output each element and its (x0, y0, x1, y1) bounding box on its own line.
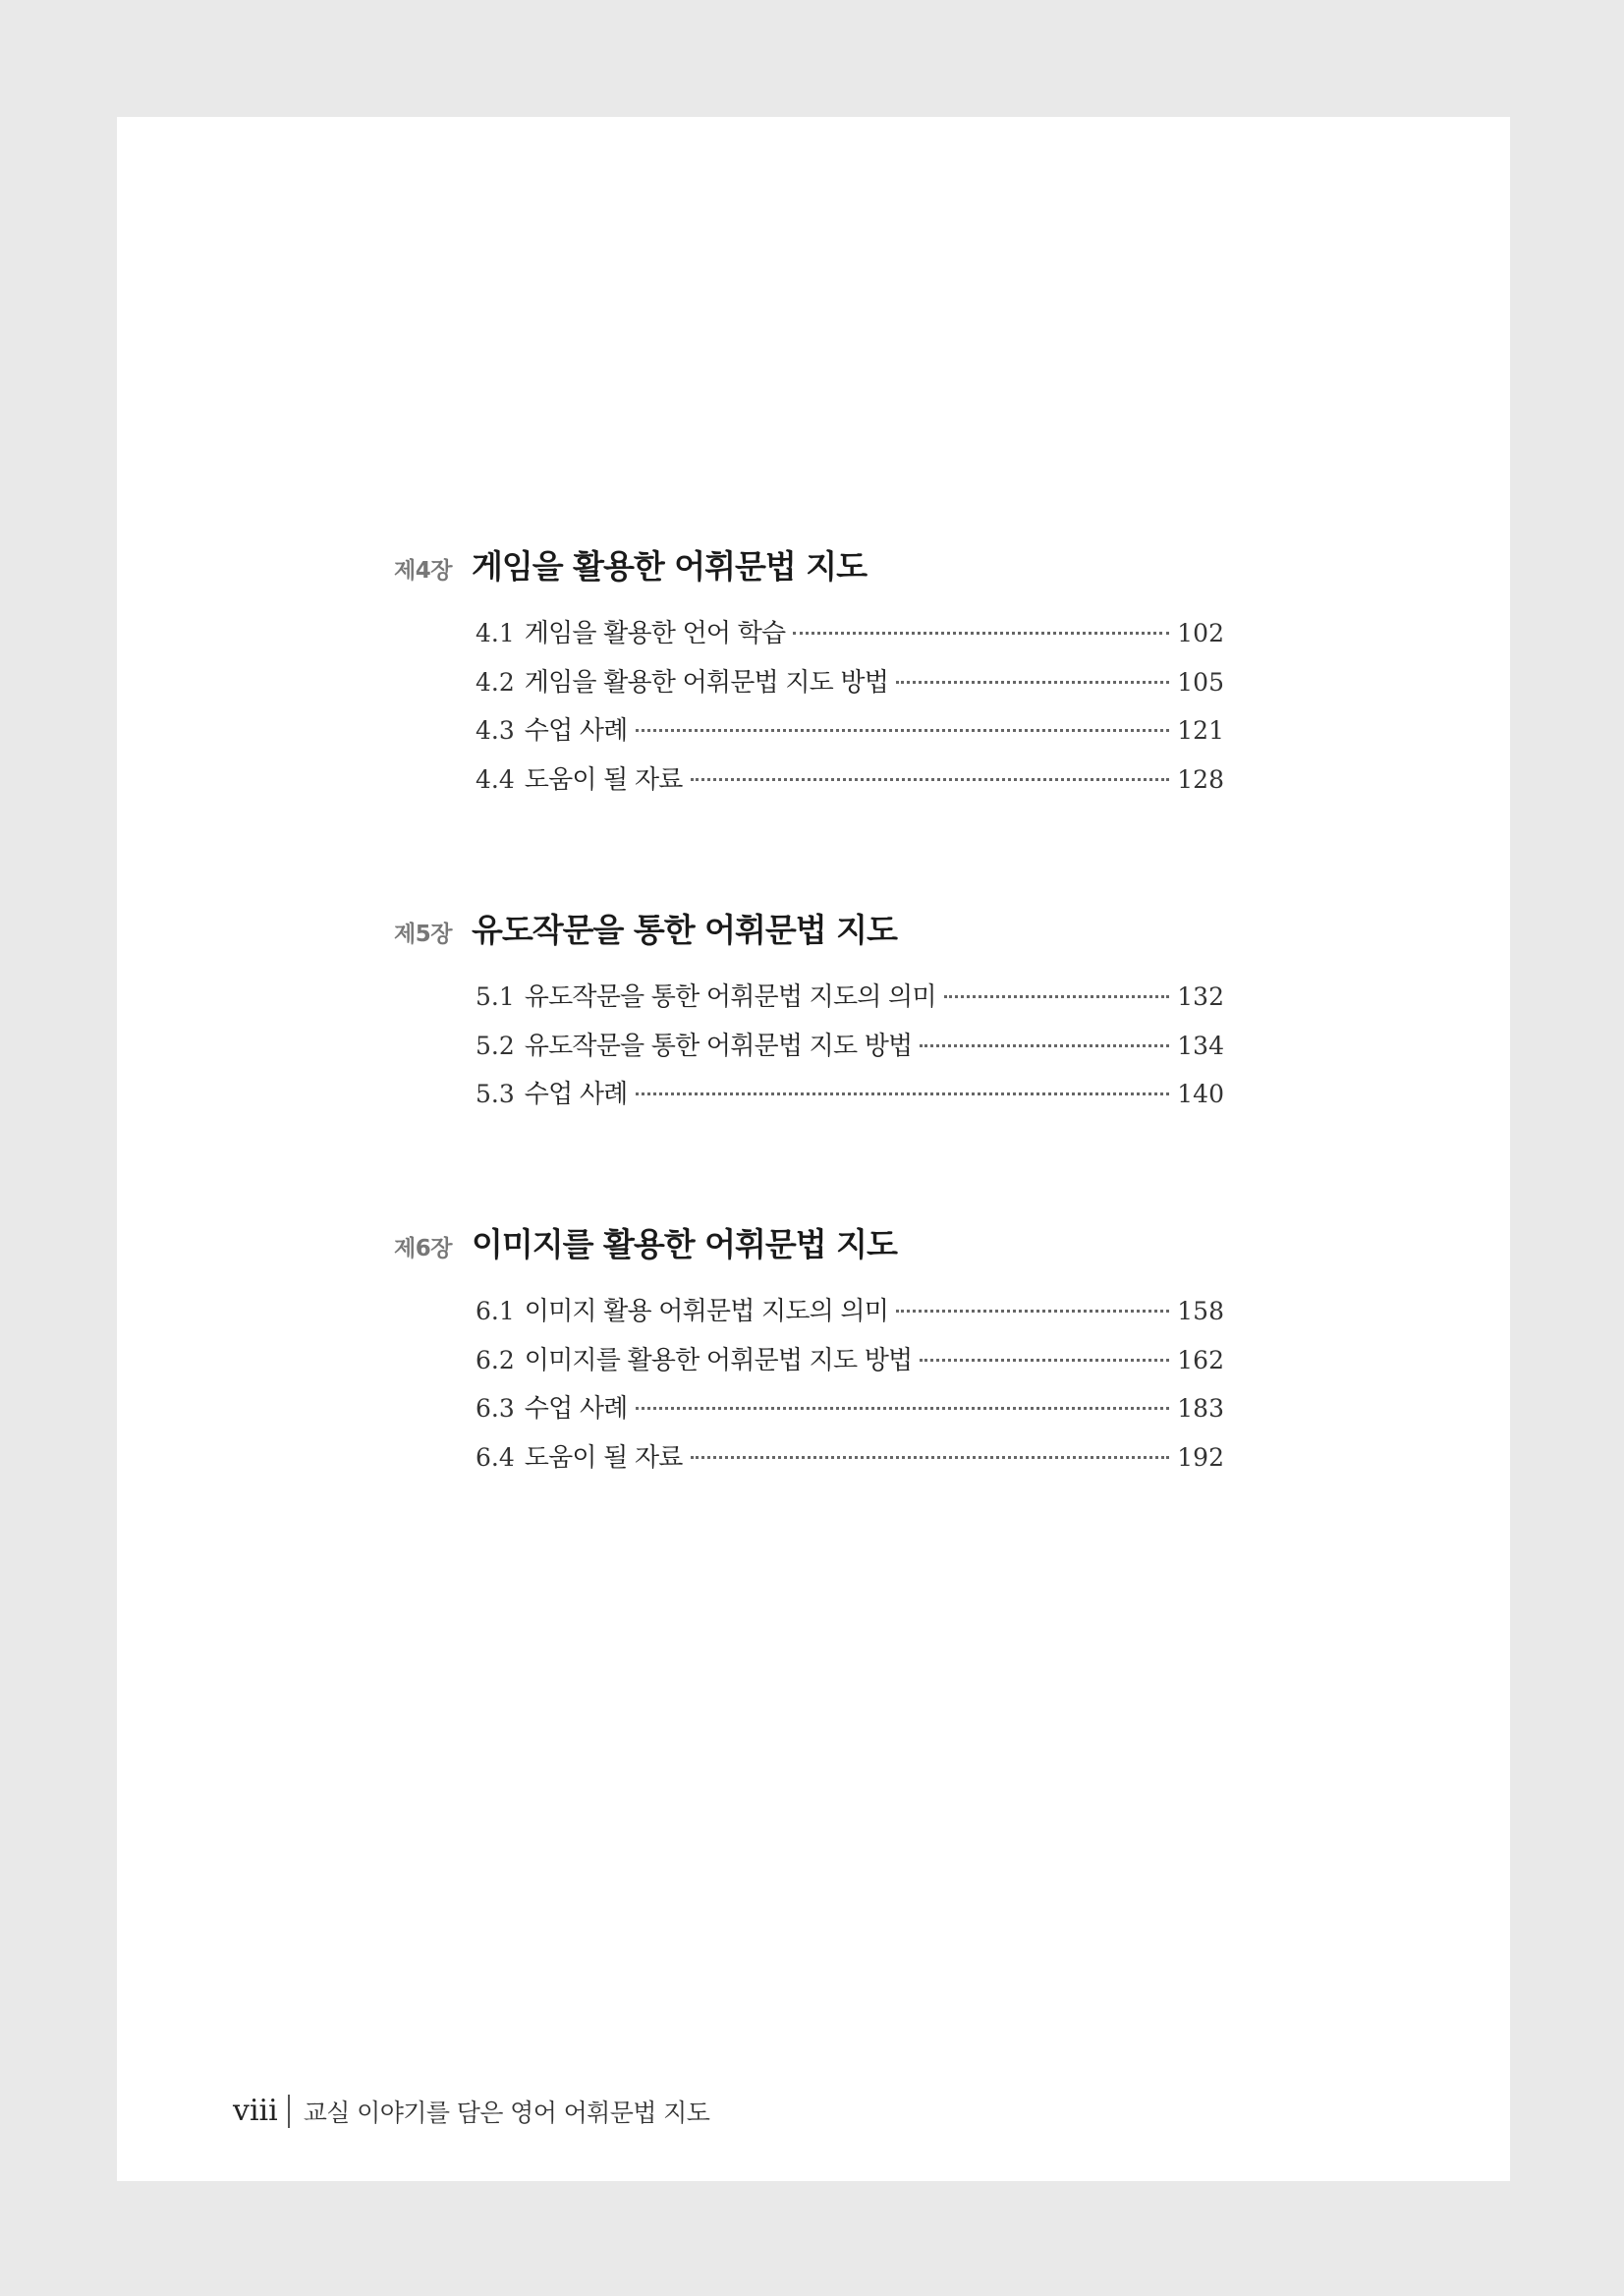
chapter-heading (394, 905, 1339, 964)
chapter-4 (394, 541, 1339, 808)
entry-title: 게임을 활용한 어휘문법 지도 방법 (524, 667, 889, 698)
entry-number: 6.2 (476, 1345, 515, 1374)
dot-leader (944, 995, 1170, 998)
dot-leader (636, 1407, 1170, 1410)
entry-title: 유도작문을 통한 어휘문법 지도 방법 (524, 1031, 913, 1061)
toc-entry[interactable] (476, 613, 1224, 662)
chapter-heading (394, 541, 1339, 600)
entry-title: 수업 사례 (524, 1080, 628, 1109)
toc-entry[interactable] (476, 1074, 1224, 1123)
chapter-heading (394, 1219, 1339, 1278)
entry-page: 132 (1177, 982, 1224, 1011)
entry-page: 192 (1177, 1442, 1224, 1472)
toc-entries (476, 613, 1224, 808)
toc-entry[interactable] (476, 1340, 1224, 1389)
chapter-title: 유도작문을 통한 어휘문법 지도 (471, 911, 897, 949)
dot-leader (636, 729, 1170, 732)
entry-number: 5.3 (476, 1080, 515, 1108)
dot-leader (691, 1456, 1170, 1459)
entry-number: 5.1 (476, 982, 515, 1011)
toc-entry[interactable] (476, 977, 1224, 1026)
page-number: viii (233, 2095, 290, 2128)
chapter-5 (394, 905, 1339, 1123)
entry-number: 4.4 (476, 764, 515, 794)
entry-page: 134 (1177, 1031, 1224, 1060)
entry-title: 수업 사례 (524, 1394, 628, 1424)
entry-page: 128 (1177, 764, 1224, 794)
entry-number: 5.2 (476, 1031, 515, 1060)
entry-title: 이미지를 활용한 어휘문법 지도 방법 (524, 1345, 913, 1375)
chapter-number: 제5장 (394, 922, 452, 947)
entry-page: 105 (1177, 667, 1224, 697)
chapter-6 (394, 1219, 1339, 1485)
entry-number: 6.4 (476, 1442, 515, 1472)
entry-page: 162 (1177, 1345, 1224, 1374)
entry-page: 140 (1177, 1080, 1224, 1108)
dot-leader (920, 1359, 1169, 1362)
toc-entry[interactable] (476, 1291, 1224, 1340)
chapter-title: 게임을 활용한 어휘문법 지도 (471, 547, 867, 586)
entry-page: 183 (1177, 1394, 1224, 1423)
dot-leader (636, 1092, 1170, 1095)
toc-entries (476, 977, 1224, 1123)
toc-entries (476, 1291, 1224, 1485)
dot-leader (793, 632, 1169, 635)
dot-leader (691, 778, 1170, 781)
toc-entry[interactable] (476, 1388, 1224, 1437)
entry-page: 102 (1177, 619, 1224, 647)
entry-number: 6.1 (476, 1297, 515, 1325)
chapter-number: 제4장 (394, 558, 452, 584)
page-footer (233, 2094, 709, 2129)
chapter-title: 이미지를 활용한 어휘문법 지도 (471, 1225, 897, 1263)
entry-number: 4.3 (476, 716, 515, 745)
toc-entry[interactable] (476, 1026, 1224, 1075)
toc-page (117, 117, 1510, 2181)
entry-title: 게임을 활용한 언어 학습 (524, 619, 786, 648)
dot-leader (896, 1310, 1169, 1313)
entry-title: 유도작문을 통한 어휘문법 지도의 의미 (524, 982, 936, 1012)
entry-number: 6.3 (476, 1394, 515, 1423)
dot-leader (920, 1044, 1169, 1047)
dot-leader (896, 681, 1169, 684)
entry-number: 4.2 (476, 667, 515, 697)
toc-entry[interactable] (476, 662, 1224, 711)
entry-page: 158 (1177, 1297, 1224, 1325)
entry-number: 4.1 (476, 619, 515, 647)
toc-entry[interactable] (476, 710, 1224, 759)
entry-title: 수업 사례 (524, 716, 628, 746)
toc-entry[interactable] (476, 759, 1224, 809)
chapter-number: 제6장 (394, 1236, 452, 1261)
toc-entry[interactable] (476, 1437, 1224, 1486)
entry-title: 이미지 활용 어휘문법 지도의 의미 (524, 1297, 889, 1326)
entry-title: 도움이 될 자료 (524, 764, 683, 795)
entry-page: 121 (1177, 716, 1224, 745)
entry-title: 도움이 될 자료 (524, 1442, 683, 1473)
running-title: 교실 이야기를 담은 영어 어휘문법 지도 (303, 2099, 710, 2127)
